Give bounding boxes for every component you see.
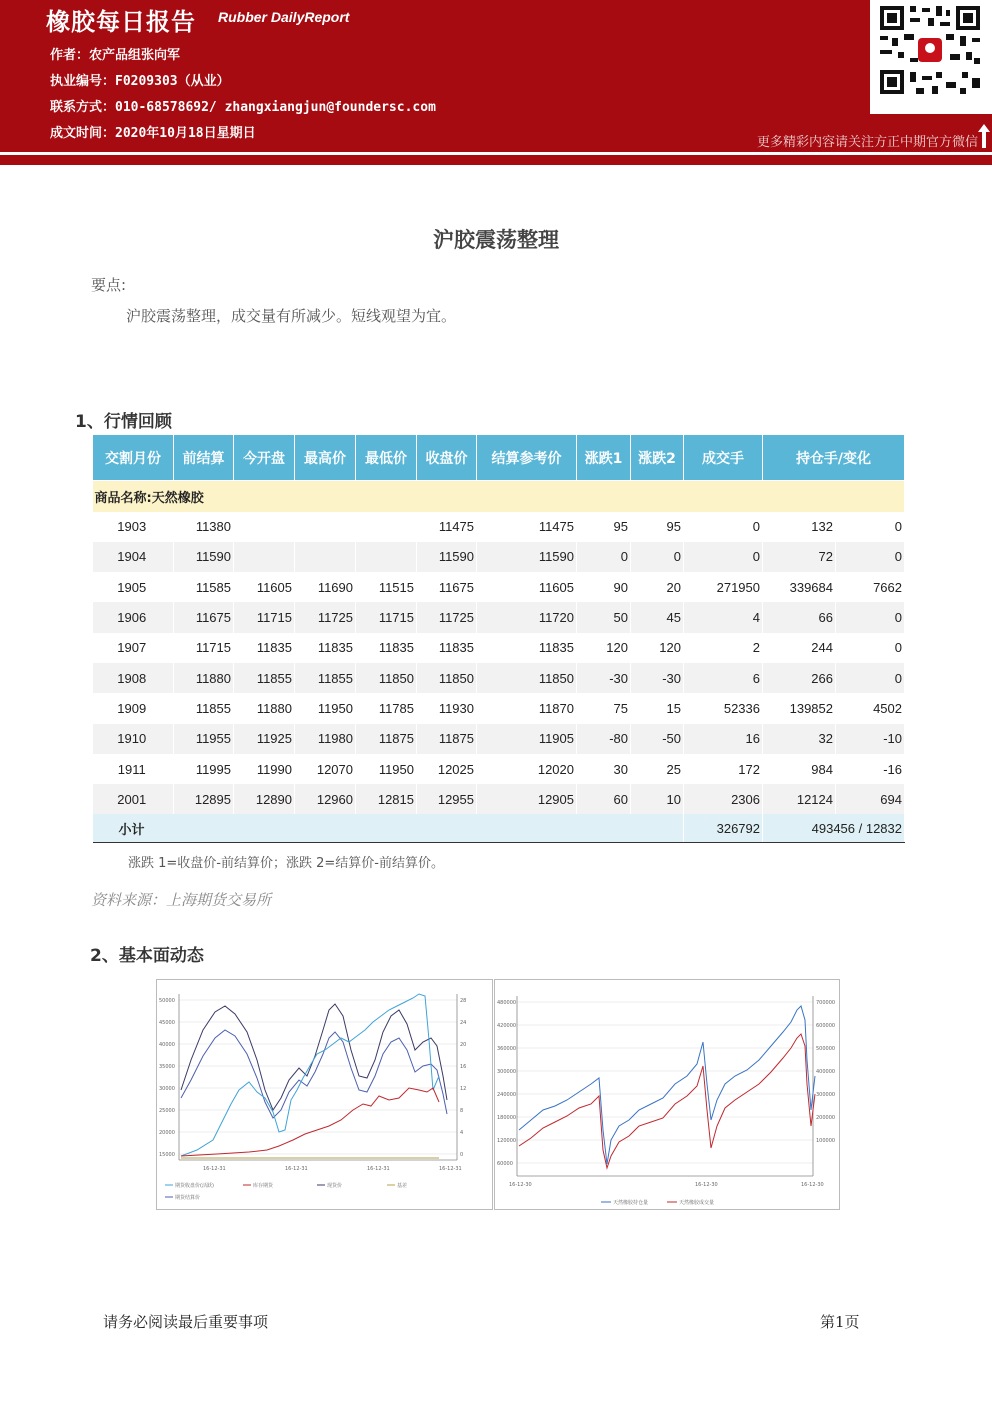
svg-text:300000: 300000 — [816, 1092, 836, 1098]
table-cell: 11675 — [174, 602, 234, 632]
table-row — [93, 724, 905, 754]
svg-text:天然橡胶持仓量: 天然橡胶持仓量 — [613, 1200, 649, 1206]
svg-text:300000: 300000 — [497, 1069, 517, 1075]
table-cell: 139852 — [763, 693, 836, 723]
footer-disclaimer: 请务必阅读最后重要事项 — [103, 1313, 269, 1331]
table-cell: 11590 — [174, 542, 234, 572]
col-header: 最高价 — [295, 435, 356, 481]
data-source: 资料来源：上海期货交易所 — [91, 891, 272, 909]
table-cell — [234, 512, 295, 542]
table-cell: 11515 — [356, 572, 417, 602]
section-heading-market-review: 1、行情回顾 — [75, 412, 172, 432]
svg-text:现货价: 现货价 — [327, 1183, 343, 1189]
svg-text:28: 28 — [460, 998, 467, 1004]
qr-code-icon — [870, 0, 992, 114]
table-row — [93, 602, 905, 632]
table-cell: 11850 — [356, 663, 417, 693]
table-cell: 50 — [577, 602, 631, 632]
table-cell — [234, 542, 295, 572]
table-cell: 11380 — [174, 512, 234, 542]
contact-line: 联系方式：010-68578692/ zhangxiangjun@foundersc.com — [50, 100, 436, 115]
date-line: 成文时间：2020年10月18日星期日 — [50, 126, 256, 141]
col-header: 交割月份 — [93, 435, 174, 481]
table-cell: -30 — [631, 663, 684, 693]
author-line: 作者：农产品组张向军 — [50, 48, 181, 63]
table-row — [93, 754, 905, 784]
col-header: 涨跌1 — [577, 435, 631, 481]
table-cell: 271950 — [684, 572, 763, 602]
product-name: 商品名称:天然橡胶 — [93, 481, 905, 512]
table-cell: 11850 — [477, 663, 577, 693]
table-cell: 11725 — [417, 602, 477, 632]
table-cell: 11605 — [477, 572, 577, 602]
svg-text:180000: 180000 — [497, 1115, 517, 1121]
svg-text:600000: 600000 — [816, 1023, 836, 1029]
col-header: 前结算 — [174, 435, 234, 481]
svg-text:700000: 700000 — [816, 1000, 836, 1006]
table-cell: 11855 — [174, 693, 234, 723]
table-header-row — [93, 435, 905, 481]
table-cell: 132 — [763, 512, 836, 542]
table-cell: 11725 — [295, 602, 356, 632]
table-cell — [295, 542, 356, 572]
svg-text:24: 24 — [460, 1020, 467, 1026]
svg-text:40000: 40000 — [159, 1042, 175, 1048]
svg-text:12: 12 — [460, 1086, 467, 1092]
table-cell: 45 — [631, 602, 684, 632]
wechat-slogan: 更多精彩内容请关注方正中期官方微信 — [756, 135, 978, 150]
table-cell: 0 — [684, 512, 763, 542]
svg-text:30000: 30000 — [159, 1086, 175, 1092]
table-cell: 11905 — [477, 724, 577, 754]
table-cell: 12895 — [174, 784, 234, 814]
table-cell: 11950 — [295, 693, 356, 723]
table-cell: 12905 — [477, 784, 577, 814]
svg-text:16-12-30: 16-12-30 — [801, 1182, 824, 1188]
table-cell: 11715 — [174, 633, 234, 663]
table-cell: 52336 — [684, 693, 763, 723]
svg-text:库存期货: 库存期货 — [253, 1183, 274, 1189]
table-cell: 11720 — [477, 602, 577, 632]
table-cell: 11835 — [295, 633, 356, 663]
table-row — [93, 693, 905, 723]
svg-text:16-12-30: 16-12-30 — [695, 1182, 718, 1188]
col-header: 最低价 — [356, 435, 417, 481]
table-cell: 11850 — [417, 663, 477, 693]
table-cell: 11675 — [417, 572, 477, 602]
table-cell: 0 — [684, 542, 763, 572]
svg-text:50000: 50000 — [159, 998, 175, 1004]
table-cell: 11785 — [356, 693, 417, 723]
svg-text:期货收盘价(活跃): 期货收盘价(活跃) — [175, 1183, 214, 1189]
table-cell: 11925 — [234, 724, 295, 754]
header-rule — [0, 155, 992, 165]
table-cell: 11835 — [477, 633, 577, 663]
svg-text:20: 20 — [460, 1042, 467, 1048]
table-cell: 11855 — [295, 663, 356, 693]
subtotal-volume: 326792 — [684, 814, 763, 842]
table-cell: 11930 — [417, 693, 477, 723]
contract-month-cell: 1910 — [93, 724, 174, 754]
table-cell: 60 — [577, 784, 631, 814]
table-cell: 12124 — [763, 784, 836, 814]
table-cell: 11875 — [356, 724, 417, 754]
table-cell: 2306 — [684, 784, 763, 814]
table-cell: 11880 — [174, 663, 234, 693]
table-cell: 66 — [763, 602, 836, 632]
table-cell: 30 — [577, 754, 631, 784]
table-row — [93, 542, 905, 572]
table-cell: 0 — [836, 663, 905, 693]
table-cell: 120 — [577, 633, 631, 663]
page-number: 第1页 — [820, 1313, 860, 1331]
report-title: 橡胶每日报告 — [46, 8, 196, 36]
svg-text:200000: 200000 — [816, 1115, 836, 1121]
table-cell — [356, 542, 417, 572]
table-row — [93, 512, 905, 542]
contract-month-cell: 2001 — [93, 784, 174, 814]
svg-text:500000: 500000 — [816, 1046, 836, 1052]
table-cell: 11875 — [417, 724, 477, 754]
table-cell: 11950 — [356, 754, 417, 784]
svg-text:480000: 480000 — [497, 1000, 517, 1006]
svg-text:100000: 100000 — [816, 1138, 836, 1144]
table-cell: 75 — [577, 693, 631, 723]
table-cell: 90 — [577, 572, 631, 602]
table-cell: -16 — [836, 754, 905, 784]
table-cell: -80 — [577, 724, 631, 754]
table-cell: 11690 — [295, 572, 356, 602]
svg-text:4: 4 — [460, 1130, 464, 1136]
col-header: 持仓手/变化 — [763, 435, 905, 481]
table-cell: 12960 — [295, 784, 356, 814]
table-cell: 16 — [684, 724, 763, 754]
table-row — [93, 633, 905, 663]
col-header: 收盘价 — [417, 435, 477, 481]
table-cell: 339684 — [763, 572, 836, 602]
table-cell: 11475 — [477, 512, 577, 542]
subtotal-open-interest: 493456 / 12832 — [763, 814, 905, 842]
svg-text:基差: 基差 — [397, 1183, 408, 1189]
svg-text:16-12-30: 16-12-30 — [509, 1182, 532, 1188]
contract-month-cell: 1909 — [93, 693, 174, 723]
table-cell: 244 — [763, 633, 836, 663]
table-cell: 12890 — [234, 784, 295, 814]
svg-text:25000: 25000 — [159, 1108, 175, 1114]
svg-text:120000: 120000 — [497, 1138, 517, 1144]
document-title: 沪胶震荡整理 — [433, 228, 559, 252]
table-cell: 11835 — [417, 633, 477, 663]
table-cell: 266 — [763, 663, 836, 693]
table-cell: 2 — [684, 633, 763, 663]
table-cell: 4 — [684, 602, 763, 632]
table-cell: 11585 — [174, 572, 234, 602]
table-cell: 11870 — [477, 693, 577, 723]
license-line: 执业编号：F0209303（从业） — [50, 74, 230, 89]
contract-month-cell: 1907 — [93, 633, 174, 663]
col-header: 今开盘 — [234, 435, 295, 481]
table-cell: 11715 — [234, 602, 295, 632]
table-cell: 11980 — [295, 724, 356, 754]
table-cell: 11990 — [234, 754, 295, 784]
contract-month-cell: 1911 — [93, 754, 174, 784]
svg-text:60000: 60000 — [497, 1161, 513, 1167]
svg-text:35000: 35000 — [159, 1064, 175, 1070]
table-cell: 11855 — [234, 663, 295, 693]
table-cell: 11835 — [356, 633, 417, 663]
table-cell: 0 — [836, 542, 905, 572]
keypoints-label: 要点: — [91, 276, 127, 294]
table-cell: 15 — [631, 693, 684, 723]
product-row — [93, 481, 905, 512]
table-cell: 12070 — [295, 754, 356, 784]
report-title-en: Rubber DailyReport — [218, 9, 350, 25]
table-cell: 11995 — [174, 754, 234, 784]
contract-month-cell: 1904 — [93, 542, 174, 572]
table-cell: 0 — [836, 512, 905, 542]
svg-text:16: 16 — [460, 1064, 467, 1070]
chart-image-right — [494, 979, 840, 1210]
table-cell: 12955 — [417, 784, 477, 814]
svg-text:420000: 420000 — [497, 1023, 517, 1029]
table-cell: 6 — [684, 663, 763, 693]
table-cell: -30 — [577, 663, 631, 693]
keypoints-text: 沪胶震荡整理，成交量有所减少。短线观望为宜。 — [126, 307, 457, 325]
table-row — [93, 663, 905, 693]
svg-text:400000: 400000 — [816, 1069, 836, 1075]
table-cell: 0 — [577, 542, 631, 572]
table-cell: 95 — [577, 512, 631, 542]
svg-text:0: 0 — [460, 1152, 464, 1158]
svg-text:240000: 240000 — [497, 1092, 517, 1098]
svg-text:天然橡胶成交量: 天然橡胶成交量 — [679, 1200, 715, 1206]
table-cell: 20 — [631, 572, 684, 602]
svg-text:16-12-31: 16-12-31 — [439, 1166, 462, 1172]
table-cell: 32 — [763, 724, 836, 754]
section-heading-fundamentals: 2、基本面动态 — [90, 946, 204, 966]
contract-month-cell: 1906 — [93, 602, 174, 632]
table-cell: 25 — [631, 754, 684, 784]
table-cell: 10 — [631, 784, 684, 814]
table-cell: 11475 — [417, 512, 477, 542]
table-cell: 0 — [631, 542, 684, 572]
table-cell: 12025 — [417, 754, 477, 784]
table-cell — [356, 512, 417, 542]
table-cell: 4502 — [836, 693, 905, 723]
table-cell: 11880 — [234, 693, 295, 723]
col-header: 成交手 — [684, 435, 763, 481]
contract-month-cell: 1908 — [93, 663, 174, 693]
svg-text:期货结算价: 期货结算价 — [175, 1195, 201, 1201]
table-cell: 172 — [684, 754, 763, 784]
col-header: 涨跌2 — [631, 435, 684, 481]
table-cell: 984 — [763, 754, 836, 784]
table-cell: 11835 — [234, 633, 295, 663]
table-cell: -50 — [631, 724, 684, 754]
table-cell: 72 — [763, 542, 836, 572]
table-row — [93, 784, 905, 814]
subtotal-label: 小计 — [93, 814, 684, 842]
quote-table — [92, 434, 905, 843]
col-header: 结算参考价 — [477, 435, 577, 481]
table-cell: 11605 — [234, 572, 295, 602]
table-cell: 120 — [631, 633, 684, 663]
table-cell: 12020 — [477, 754, 577, 784]
table-cell: 7662 — [836, 572, 905, 602]
table-cell: 11590 — [477, 542, 577, 572]
svg-text:16-12-31: 16-12-31 — [285, 1166, 308, 1172]
svg-text:15000: 15000 — [159, 1152, 175, 1158]
contract-month-cell: 1903 — [93, 512, 174, 542]
svg-text:360000: 360000 — [497, 1046, 517, 1052]
table-cell — [295, 512, 356, 542]
chart-image-left — [156, 979, 493, 1210]
table-cell: 12815 — [356, 784, 417, 814]
subtotal-row — [93, 814, 905, 842]
contract-month-cell: 1905 — [93, 572, 174, 602]
svg-text:16-12-31: 16-12-31 — [203, 1166, 226, 1172]
table-cell: 11590 — [417, 542, 477, 572]
table-cell: 694 — [836, 784, 905, 814]
table-cell: 95 — [631, 512, 684, 542]
table-note: 涨跌 1=收盘价-前结算价；涨跌 2=结算价-前结算价。 — [128, 856, 444, 871]
arrow-up-icon — [978, 124, 990, 148]
svg-text:45000: 45000 — [159, 1020, 175, 1026]
table-cell: 0 — [836, 633, 905, 663]
table-cell: 0 — [836, 602, 905, 632]
svg-text:16-12-31: 16-12-31 — [367, 1166, 390, 1172]
table-cell: -10 — [836, 724, 905, 754]
table-cell: 11715 — [356, 602, 417, 632]
svg-text:8: 8 — [460, 1108, 464, 1114]
table-cell: 11955 — [174, 724, 234, 754]
table-row — [93, 572, 905, 602]
svg-text:20000: 20000 — [159, 1130, 175, 1136]
